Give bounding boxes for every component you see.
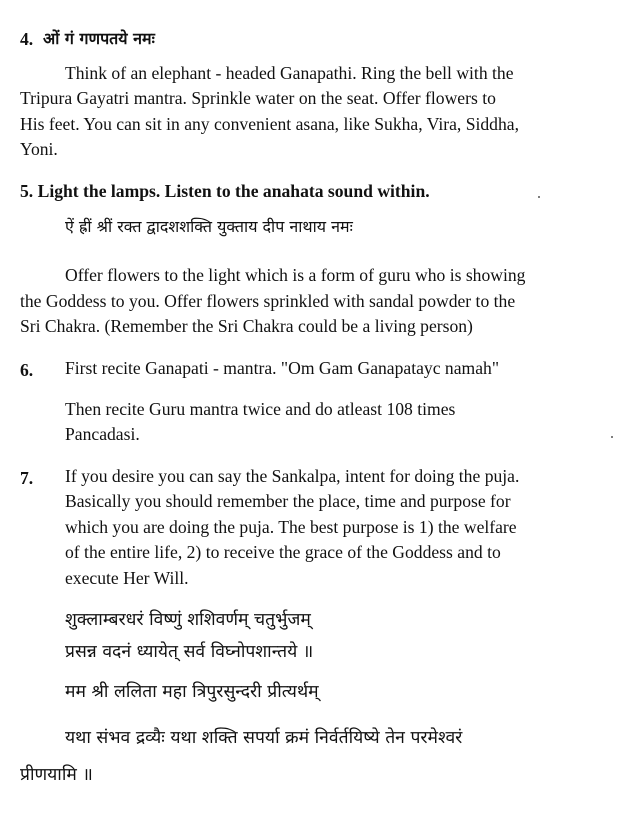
section-6-line-1: First recite Ganapati - mantra. "Om Gam Ganapatayc namah": [65, 358, 500, 378]
scan-speck: [538, 196, 540, 198]
section-7-number: 7.: [20, 468, 34, 488]
section-5-heading: 5. Light the lamps. Listen to the anahata sound within.: [20, 181, 430, 201]
sanskrit-verse-4a: यथा संभव द्रव्यैः यथा शक्ति सपर्या क्रमं निर्वर्तयिष्ये तेन परमेश्वरं: [65, 728, 463, 748]
section-6-number: 6.: [20, 360, 34, 380]
section-4-number: 4.: [20, 29, 34, 49]
section-4-line-2: Tripura Gayatri mantra. Sprinkle water on the seat. Offer flowers to: [20, 88, 496, 108]
sanskrit-verse-4b: प्रीणयामि ॥: [20, 765, 93, 785]
scan-speck: [611, 436, 613, 438]
section-6-line-2: Then recite Guru mantra twice and do atleast 108 times: [65, 399, 456, 419]
section-6-line-3: Pancadasi.: [65, 424, 140, 444]
section-5-line-2: the Goddess to you. Offer flowers sprinkled with sandal powder to the: [20, 291, 516, 311]
sanskrit-verse-3: मम श्री ललिता महा त्रिपुरसुन्दरी प्रीत्यर्थम्: [65, 682, 319, 702]
section-4-mantra: ओं गं गणपतये नमः: [43, 29, 155, 48]
section-4-line-3: His feet. You can sit in any convenient asana, like Sukha, Vira, Siddha,: [20, 114, 519, 134]
section-5-line-3: Sri Chakra. (Remember the Sri Chakra could be a living person): [20, 316, 473, 336]
section-7-line-1: If you desire you can say the Sankalpa, intent for doing the puja.: [65, 466, 520, 486]
section-7-line-2: Basically you should remember the place, time and purpose for: [65, 491, 511, 511]
section-4-line-4: Yoni.: [20, 139, 58, 159]
section-5-mantra: ऐं ह्रीं श्रीं रक्त द्वादशशक्ति युक्ताय दीप नाथाय नमः: [65, 217, 353, 236]
section-7-line-4: of the entire life, 2) to receive the grace of the Goddess and to: [65, 542, 501, 562]
sanskrit-verse-1: शुक्लाम्बरधरं विष्णुं शशिवर्णम् चतुर्भुजम्: [65, 610, 311, 630]
section-4-line-1: Think of an elephant - headed Ganapathi. Ring the bell with the: [65, 63, 514, 83]
section-5-line-1: Offer flowers to the light which is a form of guru who is showing: [65, 265, 526, 285]
section-7-line-3: which you are doing the puja. The best purpose is 1) the welfare: [65, 517, 517, 537]
section-7-line-5: execute Her Will.: [65, 568, 189, 588]
sanskrit-verse-2: प्रसन्न वदनं ध्यायेत् सर्व विघ्नोपशान्तये ॥: [65, 642, 314, 662]
